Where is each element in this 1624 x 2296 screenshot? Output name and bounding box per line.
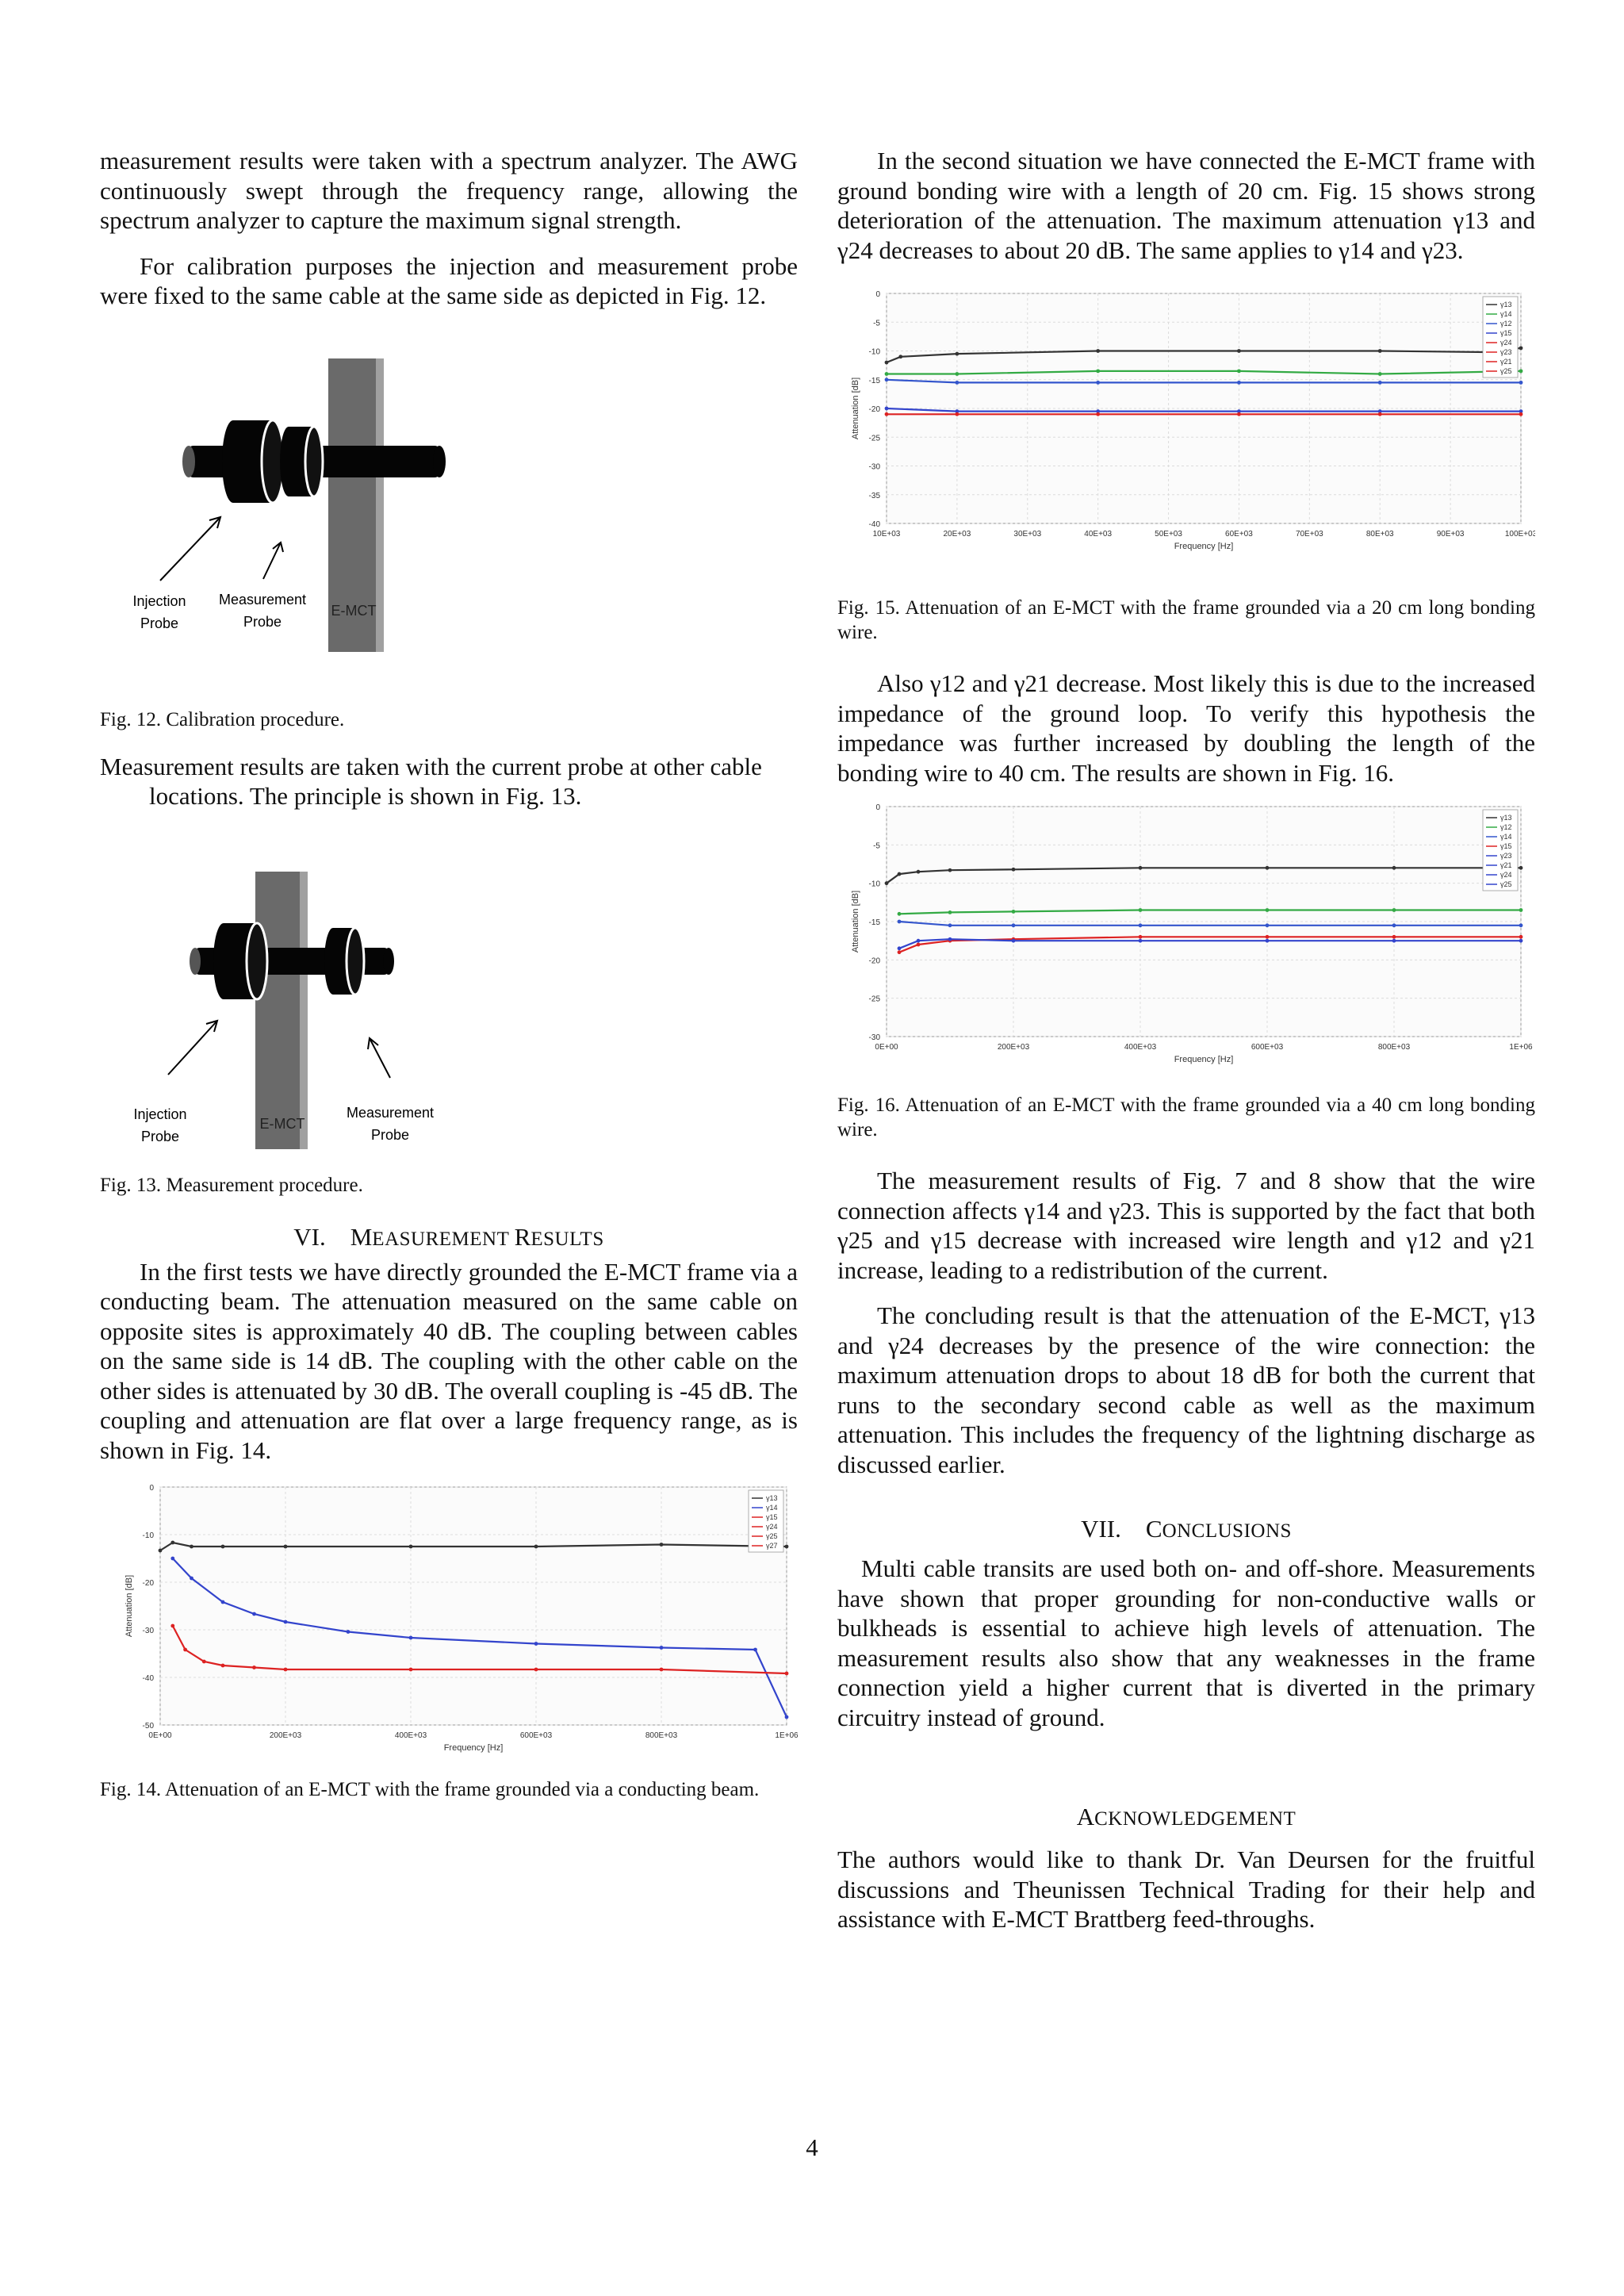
measurement-label: Probe (243, 613, 282, 630)
legend-entry: γ14 (1500, 833, 1512, 841)
data-point (347, 1630, 350, 1634)
y-tick-label: -20 (142, 1579, 154, 1588)
legend-entry: γ24 (1500, 871, 1512, 879)
figure-14 (100, 1481, 798, 1766)
data-point (284, 1545, 288, 1549)
data-point (190, 1545, 193, 1549)
data-point (898, 912, 902, 916)
legend-entry: γ25 (1500, 367, 1512, 375)
cable-end (383, 948, 394, 975)
data-point (1096, 381, 1100, 385)
data-point (1392, 908, 1396, 912)
x-axis-label: Frequency [Hz] (1174, 1055, 1234, 1064)
x-tick-label: 10E+03 (872, 530, 901, 539)
legend-entry: γ13 (766, 1494, 778, 1502)
y-tick-label: -20 (868, 405, 880, 414)
data-point (170, 1557, 174, 1561)
measurement-label: Probe (370, 1126, 410, 1143)
data-point (1392, 939, 1396, 943)
paragraph: Also γ12 and γ21 decrease. Most likely this is due to the increased impedance of the ground loop. To verify this hypothesis the impedance was further increased by doubling the length of the bonding wire to 40 cm. The results are shown in Fig. 16. (837, 669, 1535, 787)
data-point (885, 378, 889, 381)
emct-label: E-MCT (331, 602, 377, 619)
y-tick-label: -40 (142, 1674, 154, 1683)
measurement-label: Measurement (346, 1104, 435, 1121)
data-point (898, 950, 902, 954)
figure-caption: Fig. 16. Attenuation of an E-MCT with the frame grounded via a 40 cm long bonding wire. (837, 1094, 1535, 1140)
data-point (534, 1642, 538, 1646)
data-point (1237, 381, 1241, 385)
data-point (534, 1545, 538, 1549)
data-point (1012, 939, 1016, 943)
data-point (252, 1612, 256, 1616)
data-point (1519, 908, 1523, 912)
data-point (917, 939, 921, 943)
data-point (898, 872, 902, 876)
y-tick-label: -30 (868, 1033, 880, 1042)
paragraph: measurement results were taken with a spectrum analyzer. The AWG continuously swept through the frequency range, allowing the spectrum analyzer to capture the maximum signal strength. (100, 147, 798, 234)
x-tick-label: 800E+03 (645, 1731, 678, 1740)
figure-caption: Fig. 13. Measurement procedure. (100, 1174, 363, 1196)
x-tick-label: 30E+03 (1013, 530, 1042, 539)
measurement-diagram (100, 816, 798, 1149)
data-point (409, 1636, 413, 1640)
data-point (284, 1620, 288, 1624)
data-point (948, 868, 952, 872)
y-tick-label: -35 (868, 491, 880, 500)
paragraph: The authors would like to thank Dr. Van Deursen for the fruitful discussions and Theunissen Technical Trading for their help and assistance with E-MCT Brattberg feed-throughs. (837, 1846, 1535, 1933)
calibration-diagram (100, 335, 798, 668)
data-point (1139, 939, 1143, 943)
measurement-label: Measurement (218, 591, 307, 608)
legend-entry: γ25 (766, 1532, 778, 1540)
measurement-probe-face (347, 928, 364, 995)
emct-wall (255, 872, 300, 1149)
data-point (252, 1665, 256, 1669)
x-tick-label: 60E+03 (1225, 530, 1253, 539)
data-point (753, 1648, 757, 1652)
data-point (1392, 923, 1396, 927)
data-point (660, 1543, 664, 1547)
data-point (898, 920, 902, 924)
x-tick-label: 400E+03 (394, 1731, 427, 1740)
x-tick-label: 20E+03 (943, 530, 971, 539)
data-point (1519, 923, 1523, 927)
injection-label: Injection (132, 592, 186, 609)
chart-fig15 (837, 289, 1535, 562)
data-point (885, 361, 889, 365)
injection-probe-face (247, 923, 267, 999)
data-point (955, 412, 959, 416)
data-point (660, 1668, 664, 1672)
data-point (885, 881, 889, 885)
x-tick-label: 0E+00 (875, 1043, 898, 1052)
data-point (1519, 369, 1523, 373)
data-point (221, 1545, 225, 1549)
x-tick-label: 70E+03 (1295, 530, 1323, 539)
data-point (221, 1600, 225, 1604)
data-point (534, 1668, 538, 1672)
x-tick-label: 200E+03 (269, 1731, 302, 1740)
emct-wall-edge (376, 358, 384, 652)
data-point (202, 1660, 206, 1664)
data-point (1266, 939, 1270, 943)
y-tick-label: -30 (868, 462, 880, 472)
y-tick-label: -25 (868, 995, 880, 1004)
chart-fig14 (100, 1481, 798, 1766)
y-tick-label: -10 (142, 1531, 154, 1540)
data-point (948, 910, 952, 914)
section-heading: ACKNOWLEDGEMENT (1076, 1803, 1297, 1830)
y-axis-label: Attenuation [dB] (851, 377, 860, 440)
y-tick-label: -5 (873, 319, 880, 328)
y-tick-label: -30 (142, 1627, 154, 1635)
legend-entry: γ21 (1500, 358, 1512, 366)
y-tick-label: -5 (873, 841, 880, 851)
x-tick-label: 100E+03 (1504, 530, 1535, 539)
paragraph: Multi cable transits are used both on- and off-shore. Measurements have shown that proper grounding for non-conductive walls or bulkheads is essential to achieve high levels of attenuation. The measurement results also show that any weaknesses in the frame connection yield a higher current that is diverted in the primary circuitry instead of ground. (837, 1554, 1535, 1731)
legend-entry: γ27 (766, 1542, 778, 1550)
plot-area (160, 1487, 787, 1725)
paragraph: For calibration purposes the injection and measurement probe were fixed to the same cable at the same side as depicted in Fig. 12. (100, 251, 798, 309)
arrow-measurement (263, 542, 281, 579)
data-point (660, 1646, 664, 1650)
data-point (1266, 923, 1270, 927)
legend-entry: γ23 (1500, 348, 1512, 356)
data-point (1519, 866, 1523, 870)
legend-entry: γ15 (1500, 329, 1512, 337)
x-tick-label: 600E+03 (519, 1731, 553, 1740)
data-point (1096, 349, 1100, 353)
data-point (1519, 381, 1523, 385)
figure-12 (100, 335, 798, 747)
data-point (409, 1545, 413, 1549)
paragraph: Measurement results are taken with the current probe at other cable locations. The principle is shown in Fig. 13. (100, 752, 762, 810)
legend-entry: γ21 (1500, 861, 1512, 869)
cable-end (433, 446, 446, 477)
data-point (898, 946, 902, 950)
data-point (1266, 908, 1270, 912)
arrow-measurement (370, 1038, 390, 1078)
x-tick-label: 400E+03 (1124, 1043, 1157, 1052)
data-point (898, 355, 902, 358)
data-point (785, 1545, 789, 1549)
y-axis-label: Attenuation [dB] (124, 1574, 134, 1638)
figure-16 (837, 802, 1535, 1075)
injection-label: Probe (140, 615, 179, 631)
paragraph: In the first tests we have directly grounded the E-MCT frame via a conducting beam. The attenuation measured on the same cable on opposite sites is approximately 40 dB. The coupling between cables on the same side is 14 dB. The coupling with the other cable on the other sides is attenuated by 30 dB. The overall coupling is -45 dB. The coupling and attenuation are flat over a large frequency range, as is shown in Fig. 14. (100, 1257, 798, 1464)
x-tick-label: 600E+03 (1251, 1043, 1284, 1052)
data-point (948, 937, 952, 941)
data-point (1237, 412, 1241, 416)
y-tick-label: -10 (868, 880, 880, 889)
data-point (409, 1668, 413, 1672)
figure-caption: Fig. 15. Attenuation of an E-MCT with the frame grounded via a 20 cm long bonding wire. (837, 597, 1535, 643)
data-point (1012, 910, 1016, 914)
data-point (1392, 935, 1396, 939)
data-point (885, 372, 889, 376)
data-point (1378, 412, 1382, 416)
legend-entry: γ12 (1500, 320, 1512, 328)
y-tick-label: -40 (868, 520, 880, 529)
y-tick-label: -50 (142, 1722, 154, 1731)
x-tick-label: 80E+03 (1365, 530, 1394, 539)
legend-entry: γ14 (1500, 310, 1512, 318)
legend-entry: γ24 (1500, 339, 1512, 347)
figure-13 (100, 816, 798, 1284)
data-point (917, 943, 921, 947)
data-point (1012, 923, 1016, 927)
measurement-probe-face (305, 427, 323, 496)
y-tick-label: 0 (875, 290, 880, 299)
y-tick-label: 0 (875, 803, 880, 812)
data-point (1237, 369, 1241, 373)
data-point (1096, 412, 1100, 416)
legend-entry: γ15 (1500, 842, 1512, 850)
cable-end (182, 446, 195, 477)
data-point (1378, 381, 1382, 385)
data-point (955, 381, 959, 385)
data-point (917, 870, 921, 874)
data-point (190, 1577, 193, 1581)
y-tick-label: -20 (868, 956, 880, 966)
data-point (221, 1664, 225, 1668)
data-point (1378, 372, 1382, 376)
data-point (1266, 866, 1270, 870)
left-column (100, 146, 798, 1802)
y-tick-label: -15 (868, 918, 880, 927)
x-tick-label: 800E+03 (1377, 1043, 1411, 1052)
legend-entry: γ14 (766, 1504, 778, 1512)
data-point (170, 1624, 174, 1628)
section-heading: VII. CONCLUSIONS (1081, 1515, 1292, 1543)
x-axis-label: Frequency [Hz] (443, 1743, 504, 1753)
figure-caption: Fig. 12. Calibration procedure. (100, 708, 345, 730)
cable-end (190, 948, 201, 975)
legend-entry: γ13 (1500, 301, 1512, 309)
data-point (1139, 935, 1143, 939)
data-point (955, 372, 959, 376)
data-point (1139, 866, 1143, 870)
y-tick-label: -10 (868, 347, 880, 357)
data-point (1519, 412, 1523, 416)
data-point (1139, 923, 1143, 927)
x-axis-label: Frequency [Hz] (1174, 542, 1234, 551)
data-point (1519, 346, 1523, 350)
y-tick-label: 0 (149, 1484, 154, 1493)
legend-entry: γ25 (1500, 880, 1512, 888)
data-point (1392, 866, 1396, 870)
figure-caption: Fig. 14. Attenuation of an E-MCT with the frame grounded via a conducting beam. (100, 1779, 760, 1800)
legend-entry: γ13 (1500, 814, 1512, 822)
paragraph: The measurement results of Fig. 7 and 8 show that the wire connection affects γ14 and γ23. This is supported by the fact that both γ25 and γ15 decrease with increased wire length and γ12 and γ21 increase, leading to a redistribution of the current. (837, 1167, 1535, 1284)
x-tick-label: 50E+03 (1155, 530, 1182, 539)
legend-entry: γ23 (1500, 852, 1512, 860)
data-point (885, 407, 889, 411)
x-tick-label: 200E+03 (997, 1043, 1030, 1052)
data-point (1378, 349, 1382, 353)
legend-entry: γ15 (766, 1513, 778, 1521)
x-tick-label: 90E+03 (1436, 530, 1465, 539)
data-point (1096, 369, 1100, 373)
x-tick-label: 1E+06 (775, 1731, 798, 1740)
injection-label: Probe (140, 1128, 180, 1144)
emct-label: E-MCT (259, 1115, 305, 1132)
arrow-injection (160, 517, 220, 581)
page-number: 4 (806, 2133, 818, 2161)
y-tick-label: -15 (868, 376, 880, 385)
data-point (1266, 935, 1270, 939)
data-point (1519, 935, 1523, 939)
emct-wall-edge (300, 872, 308, 1149)
y-axis-label: Attenuation [dB] (851, 890, 860, 953)
data-point (785, 1672, 789, 1676)
paragraph: The concluding result is that the attenuation of the E-MCT, γ13 and γ24 decreases by the presence of the wire connection: the maximum attenuation drops to about 18 dB for both the current that runs to the secondary second cable as well as the maximum attenuation. This includes the frequency of the lightning discharge as discussed earlier. (837, 1301, 1535, 1478)
right-column (837, 146, 1535, 1934)
data-point (1237, 349, 1241, 353)
data-point (1139, 908, 1143, 912)
injection-label: Injection (133, 1106, 187, 1122)
data-point (1519, 939, 1523, 943)
data-point (885, 412, 889, 416)
data-point (159, 1549, 163, 1553)
paragraph: In the second situation we have connected the E-MCT frame with ground bonding wire with a length of 20 cm. Fig. 15 shows strong deterioration of the attenuation. The maximum attenuation γ13 and γ24 decreases to about 20 dB. The same applies to γ14 and γ23. (837, 147, 1535, 264)
data-point (183, 1648, 187, 1652)
arrow-injection (168, 1021, 217, 1075)
data-point (284, 1668, 288, 1672)
x-tick-label: 40E+03 (1084, 530, 1113, 539)
data-point (955, 352, 959, 356)
section-heading: VI. MEASUREMENT RESULTS (293, 1222, 604, 1251)
data-point (948, 923, 952, 927)
legend-entry: γ24 (766, 1523, 778, 1531)
figure-15 (837, 289, 1535, 562)
x-tick-label: 0E+00 (148, 1731, 172, 1740)
x-tick-label: 1E+06 (1509, 1043, 1533, 1052)
data-point (1012, 868, 1016, 872)
y-tick-label: -25 (868, 434, 880, 443)
chart-fig16 (837, 802, 1535, 1075)
data-point (170, 1541, 174, 1545)
legend-entry: γ12 (1500, 823, 1512, 831)
data-point (785, 1715, 789, 1719)
